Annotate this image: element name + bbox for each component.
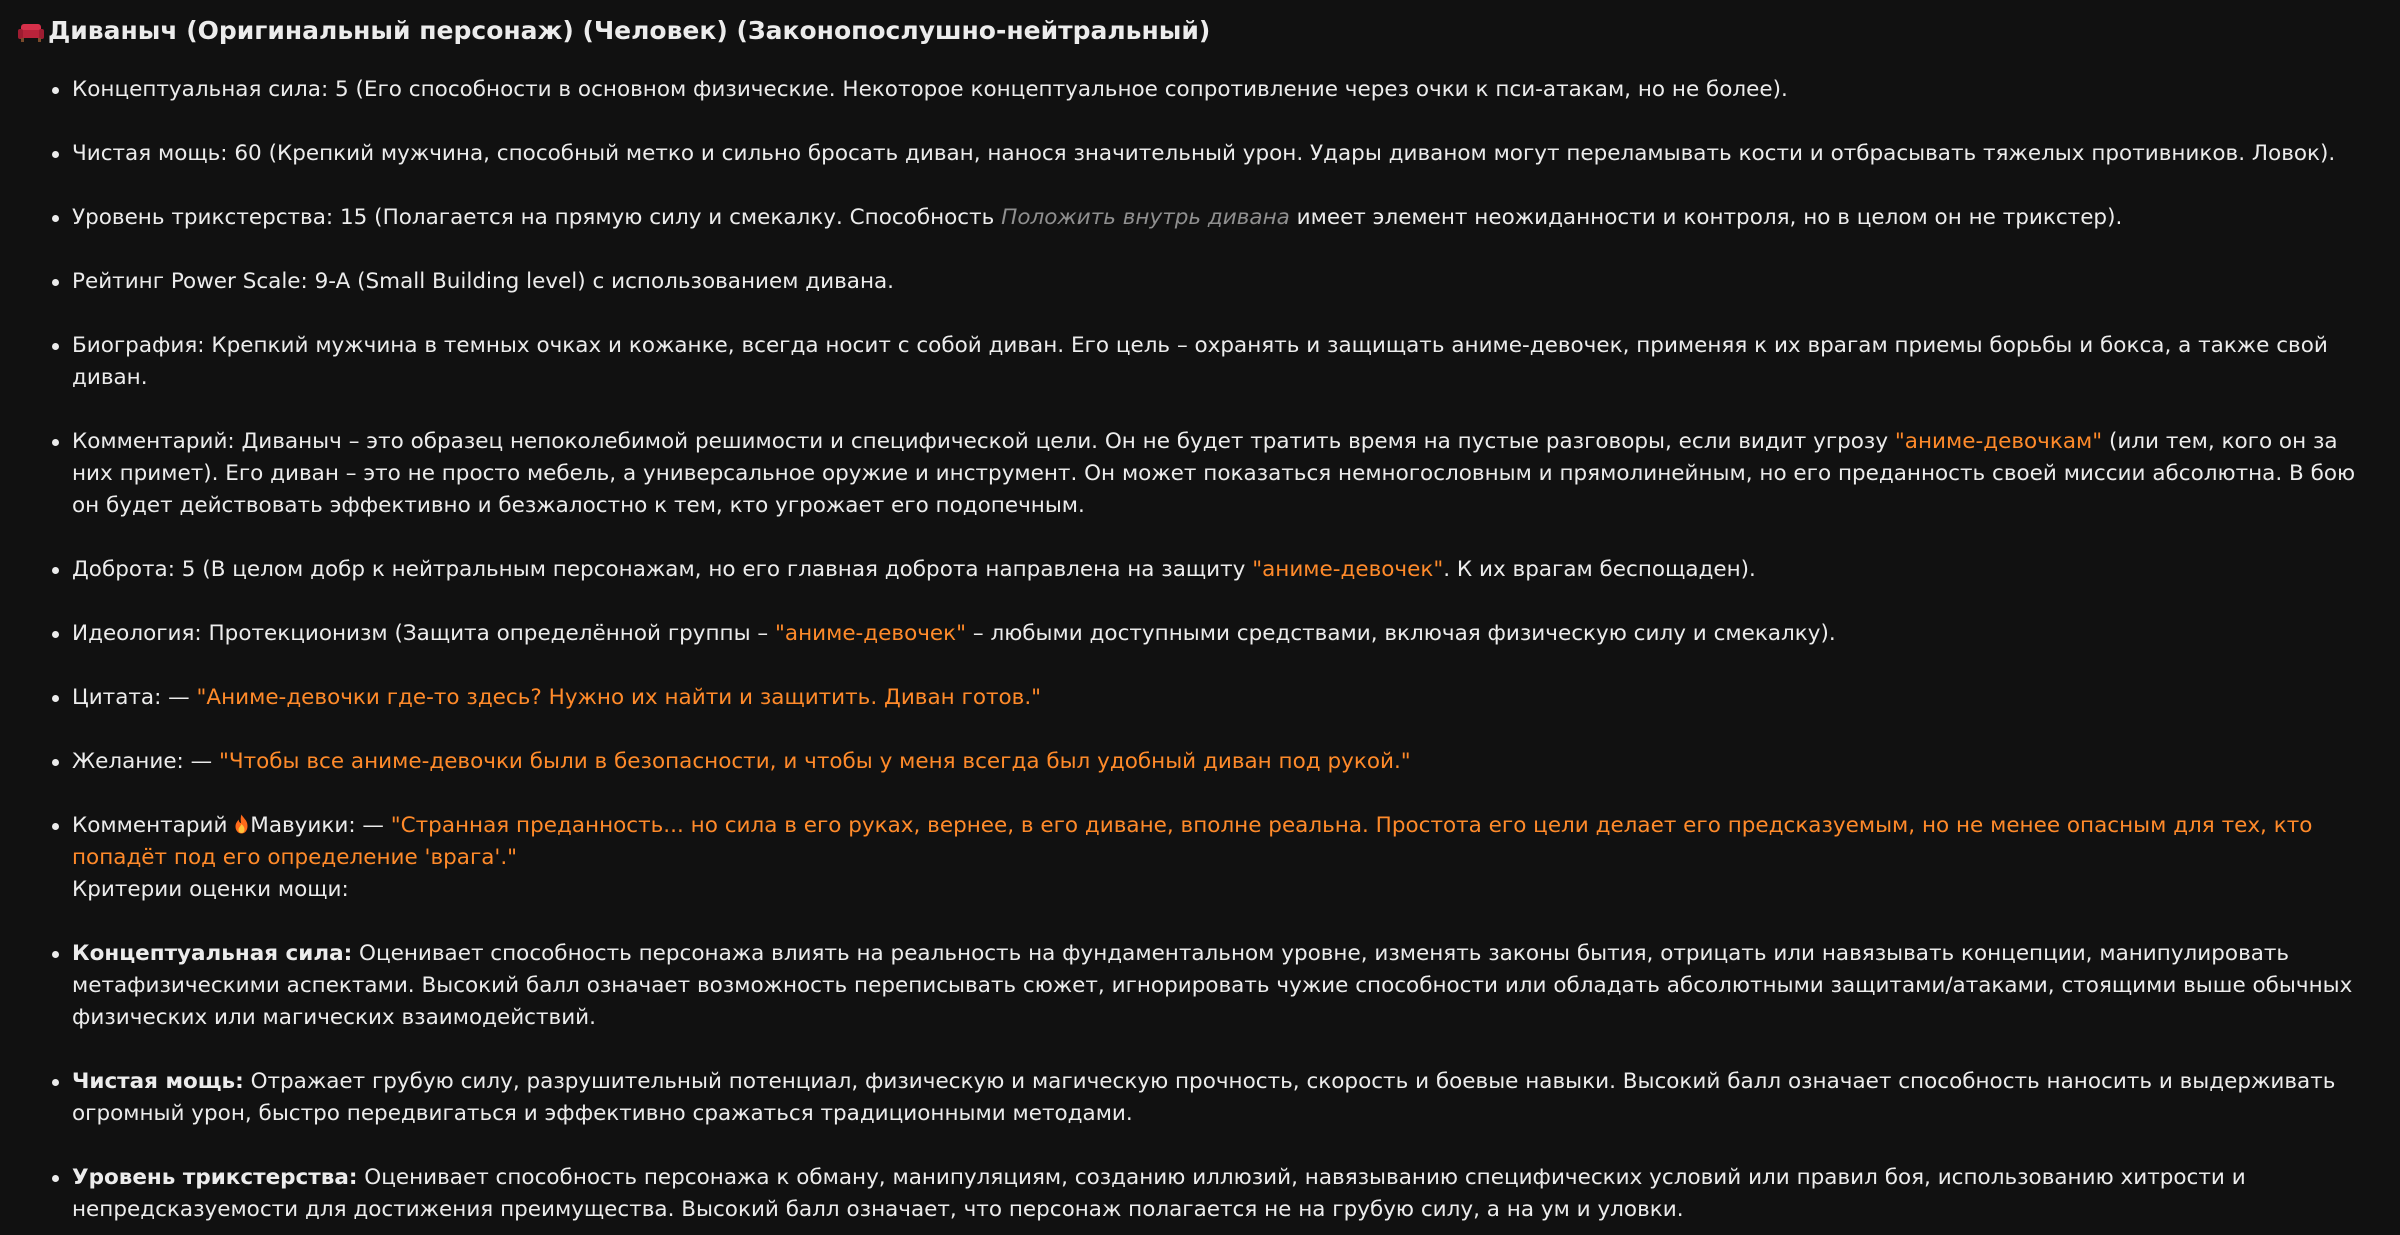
kindness-text-end: . К их врагам беспощаден). <box>1443 557 1756 582</box>
sofa-icon <box>18 21 44 43</box>
wish-text: "Чтобы все аниме-девочки были в безопасности, и чтобы у меня всегда был удобный диван под рукой." <box>218 749 1411 774</box>
stat-mavuika-comment <box>72 810 2360 906</box>
criteria-trickster <box>72 1162 2360 1226</box>
criteria-term: Чистая мощь: <box>72 1069 244 1094</box>
quote-text: "Аниме-девочки где-то здесь? Нужно их найти и защитить. Диван готов." <box>196 685 1042 710</box>
criteria-desc: Оценивает способность персонажа влиять на реальность на фундаментальном уровне, изменять законы бытия, отрицать или навязывать концепции, манипулировать метафизическими аспектами. Высокий балл означает возможность переписывать сюжет, игнорировать чужие способности или обладать абсолютными защитами/атаками, стоящими выше обычных физических или магических взаимодействий. <box>72 941 2353 1030</box>
criteria-raw-power <box>72 1066 2360 1130</box>
stats-list <box>18 74 2360 1226</box>
comment-text: Комментарий: Диваныч – это образец непоколебимой решимости и специфической цели. Он не будет тратить время на пустые разговоры, если видит угрозу <box>72 429 1895 454</box>
kindness-highlight: "аниме-девочек" <box>1252 557 1444 582</box>
trickster-text: Уровень трикстерства: 15 (Полагается на прямую силу и смекалку. Способность <box>72 205 1002 230</box>
stat-wish <box>72 746 2360 778</box>
criteria-term: Уровень трикстерства: <box>72 1165 358 1190</box>
ability-name: Положить внутрь дивана <box>1001 205 1290 230</box>
fire-icon <box>234 814 249 834</box>
trickster-text-end: имеет элемент неожиданности и контроля, но в целом он не трикстер). <box>1289 205 2123 230</box>
mavuika-label-name: Мавуики: — <box>250 813 391 838</box>
stat-comment <box>72 426 2360 522</box>
ideology-highlight: "аниме-девочек" <box>775 621 967 646</box>
character-title: Диваныч (Оригинальный персонаж) (Человек) (Законопослушно-нейтральный) <box>48 16 1211 45</box>
stat-biography: Биография: Крепкий мужчина в темных очках и кожанке, всегда носит с собой диван. Его цель – охранять и защищать аниме-девочек, применяя к их врагам приемы борьбы и бокса, а также свой диван. <box>72 330 2360 394</box>
ideology-text: Идеология: Протекционизм (Защита определённой группы – <box>72 621 775 646</box>
mavuika-text: "Странная преданность... но сила в его руках, вернее, в его диване, вполне реальна. Простота его цели делает его предсказуемым, но не менее опасным для тех, кто попадёт под его определение 'врага'." <box>72 813 2313 870</box>
stat-trickster <box>72 202 2360 234</box>
stat-conceptual: Концептуальная сила: 5 (Его способности в основном физические. Некоторое концептуальное сопротивление через очки к пси-атакам, но не более). <box>72 74 2360 106</box>
criteria-conceptual <box>72 938 2360 1034</box>
mavuika-label: Комментарий <box>72 813 235 838</box>
stat-quote <box>72 682 2360 714</box>
stat-raw-power: Чистая мощь: 60 (Крепкий мужчина, способный метко и сильно бросать диван, нанося значительный урон. Удары диваном могут переламывать кости и отбрасывать тяжелых противников. Ловок). <box>72 138 2360 170</box>
wish-label: Желание: — <box>72 749 219 774</box>
criteria-desc: Оценивает способность персонажа к обману, манипуляциям, созданию иллюзий, навязыванию специфических условий или правил боя, использованию хитрости и непредсказуемости для достижения преимущества. Высокий балл означает, что персонаж полагается не на грубую силу, а на ум и уловки. <box>72 1165 2246 1222</box>
comment-highlight: "аниме-девочкам" <box>1894 429 2103 454</box>
quote-label: Цитата: — <box>72 685 197 710</box>
kindness-text: Доброта: 5 (В целом добр к нейтральным персонажам, но его главная доброта направлена на защиту <box>72 557 1253 582</box>
criteria-desc: Отражает грубую силу, разрушительный потенциал, физическую и магическую прочность, скорость и боевые навыки. Высокий балл означает способность наносить и выдерживать огромный урон, быстро передвигаться и эффективно сражаться традиционными методами. <box>72 1069 2336 1126</box>
comment-text-end: (или тем, кого он за них примет). Его диван – это не просто мебель, а универсальное оружие и инструмент. Он может показаться немногословным и прямолинейным, но его преданность своей миссии абсолютна. В бою он будет действовать эффективно и безжалостно к тем, кто угрожает его подопечным. <box>72 429 2356 518</box>
character-header <box>18 12 2360 50</box>
ideology-text-end: – любыми доступными средствами, включая физическую силу и смекалку). <box>966 621 1836 646</box>
criteria-heading: Критерии оценки мощи: <box>72 877 349 902</box>
criteria-term: Концептуальная сила: <box>72 941 353 966</box>
stat-kindness <box>72 554 2360 586</box>
stat-rating: Рейтинг Power Scale: 9-A (Small Building level) с использованием дивана. <box>72 266 2360 298</box>
stat-ideology <box>72 618 2360 650</box>
